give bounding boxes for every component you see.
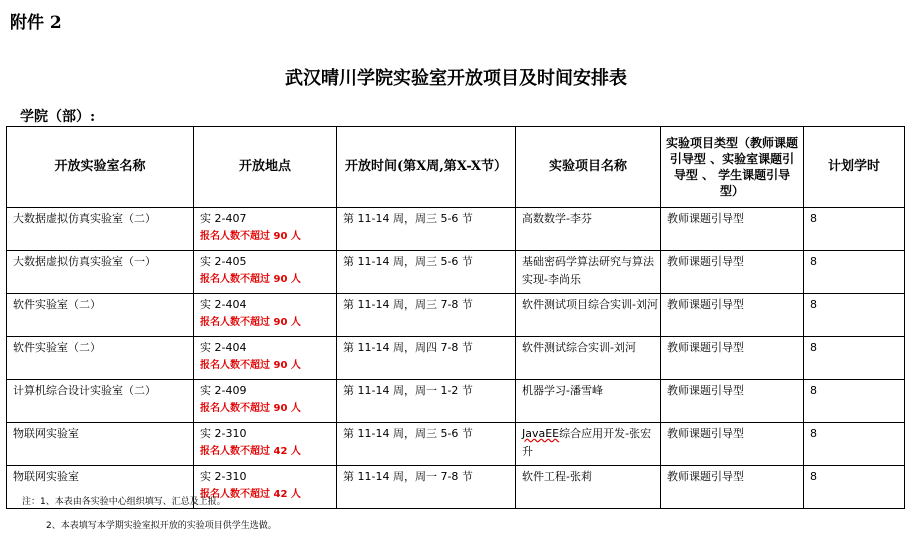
cell-time: 第 11-14 周，周三 5-6 节 xyxy=(337,423,516,466)
cell-lab-name: 物联网实验室 xyxy=(7,423,194,466)
note-1: 注：1、本表由各实验中心组织填写、汇总及上报。 xyxy=(22,497,226,507)
header-hours: 计划学时 xyxy=(804,127,905,208)
cell-project: 基础密码学算法研究与算法实现-李尚乐 xyxy=(516,251,661,294)
room: 实 2-404 xyxy=(200,341,247,354)
enrollment-limit: 报名人数不超过 90 人 xyxy=(200,360,301,371)
cell-lab-name: 物联网实验室 xyxy=(7,466,194,509)
cell-hours: 8 xyxy=(804,466,905,509)
cell-type: 教师课题引导型 xyxy=(661,337,804,380)
cell-location xyxy=(194,294,337,337)
table-row xyxy=(7,337,905,380)
attachment-label: 附件 2 xyxy=(10,13,62,33)
enrollment-limit: 报名人数不超过 42 人 xyxy=(200,489,301,500)
table-row xyxy=(7,423,905,466)
cell-time: 第 11-14 周，周四 7-8 节 xyxy=(337,337,516,380)
cell-lab-name: 计算机综合设计实验室（二） xyxy=(7,380,194,423)
header-type: 实验项目类型（教师课题引导型 、实验室课题引导型 、 学生课题引导型） xyxy=(661,127,804,208)
project-rest: 综合应用开发-张宏升 xyxy=(522,427,652,458)
cell-location xyxy=(194,380,337,423)
cell-project: 软件测试综合实训-刘河 xyxy=(516,337,661,380)
header-lab-name: 开放实验室名称 xyxy=(7,127,194,208)
room: 实 2-405 xyxy=(200,255,247,268)
room: 实 2-310 xyxy=(200,427,247,440)
cell-lab-name: 软件实验室（二） xyxy=(7,337,194,380)
cell-project xyxy=(516,423,661,466)
college-label: 学院（部）: xyxy=(20,109,96,125)
room: 实 2-409 xyxy=(200,384,247,397)
enrollment-limit: 报名人数不超过 90 人 xyxy=(200,274,301,285)
cell-hours: 8 xyxy=(804,251,905,294)
cell-time: 第 11-14 周，周一 7-8 节 xyxy=(337,466,516,509)
cell-location xyxy=(194,208,337,251)
enrollment-limit: 报名人数不超过 90 人 xyxy=(200,403,301,414)
cell-type: 教师课题引导型 xyxy=(661,380,804,423)
cell-location xyxy=(194,423,337,466)
header-location: 开放地点 xyxy=(194,127,337,208)
enrollment-limit: 报名人数不超过 90 人 xyxy=(200,317,301,328)
cell-type: 教师课题引导型 xyxy=(661,466,804,509)
room: 实 2-407 xyxy=(200,212,247,225)
cell-project: 机器学习-潘雪峰 xyxy=(516,380,661,423)
note-2: 2、本表填写本学期实验室拟开放的实验项目供学生选做。 xyxy=(46,521,277,531)
table-row xyxy=(7,294,905,337)
schedule-table xyxy=(6,126,905,509)
project-prefix: JavaEE xyxy=(522,427,560,440)
cell-time: 第 11-14 周，周三 5-6 节 xyxy=(337,251,516,294)
cell-lab-name: 大数据虚拟仿真实验室（一） xyxy=(7,251,194,294)
cell-project: 软件测试项目综合实训-刘河 xyxy=(516,294,661,337)
notes xyxy=(22,490,277,538)
page-title: 武汉晴川学院实验室开放项目及时间安排表 xyxy=(285,68,627,89)
header-project: 实验项目名称 xyxy=(516,127,661,208)
cell-lab-name: 软件实验室（二） xyxy=(7,294,194,337)
cell-type: 教师课题引导型 xyxy=(661,294,804,337)
cell-lab-name: 大数据虚拟仿真实验室（二） xyxy=(7,208,194,251)
cell-type: 教师课题引导型 xyxy=(661,423,804,466)
table-row xyxy=(7,251,905,294)
room: 实 2-310 xyxy=(200,470,247,483)
cell-location xyxy=(194,251,337,294)
cell-location xyxy=(194,337,337,380)
enrollment-limit: 报名人数不超过 90 人 xyxy=(200,231,301,242)
header-time: 开放时间(第X周,第X-X节） xyxy=(337,127,516,208)
cell-hours: 8 xyxy=(804,337,905,380)
cell-time: 第 11-14 周，周一 1-2 节 xyxy=(337,380,516,423)
room: 实 2-404 xyxy=(200,298,247,311)
cell-hours: 8 xyxy=(804,380,905,423)
cell-project: 软件工程-张莉 xyxy=(516,466,661,509)
cell-type: 教师课题引导型 xyxy=(661,208,804,251)
enrollment-limit: 报名人数不超过 42 人 xyxy=(200,446,301,457)
table-row xyxy=(7,380,905,423)
cell-time: 第 11-14 周，周三 7-8 节 xyxy=(337,294,516,337)
cell-hours: 8 xyxy=(804,294,905,337)
cell-time: 第 11-14 周，周三 5-6 节 xyxy=(337,208,516,251)
cell-hours: 8 xyxy=(804,208,905,251)
table-row xyxy=(7,208,905,251)
cell-project: 高数数学-李芬 xyxy=(516,208,661,251)
table-header-row xyxy=(7,127,905,208)
cell-type: 教师课题引导型 xyxy=(661,251,804,294)
cell-hours: 8 xyxy=(804,423,905,466)
